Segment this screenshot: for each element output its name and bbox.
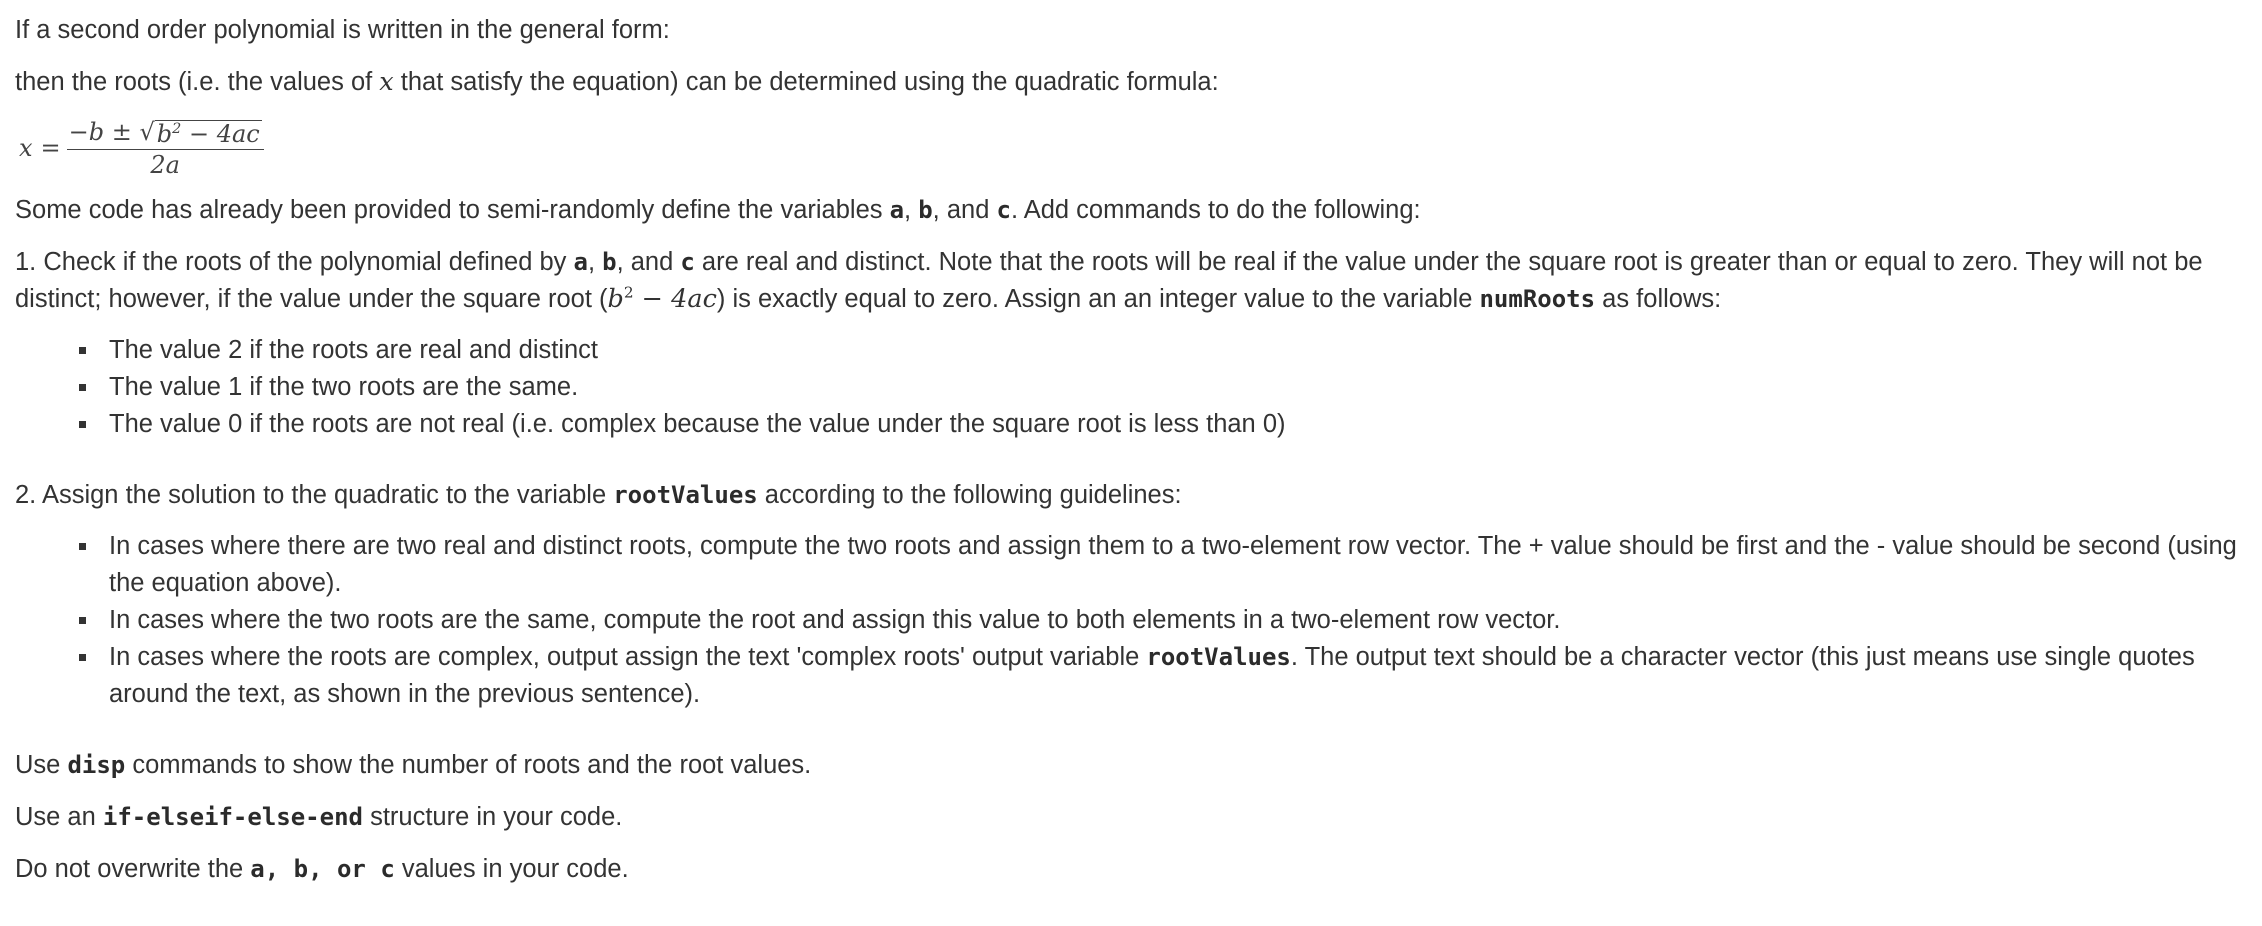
code-var-c: c [680,248,695,276]
if-text-b: structure in your code. [362,803,623,831]
setup-sep-2: , and [932,196,997,224]
step-1-text-c: ) is exactly equal to zero. Assign an an integer value to the variable [716,285,1480,313]
list-item: In cases where there are two real and distinct roots, compute the two roots and assign them to a two-element row vector. The + value should be first and the - value should be second (using the equation above). [109,528,2245,602]
step-2-paragraph [15,477,2245,514]
code-var-rootvalues: rootValues [1146,643,1291,671]
code-var-c: c [996,196,1011,224]
numroots-list [15,332,2245,443]
code-abc-vars: a, b, or c [250,855,395,883]
overwrite-text-a: Do not overwrite the [15,855,251,883]
disp-text-b: commands to show the number of roots and the root values. [125,751,812,779]
step-1-text-b: are real and distinct. Note that the roots will be real if the value under the square root is greater than or equal to zero. They will not be distinct; however, if the value under the square root ( [15,248,2203,313]
step-2-text-b: according to the following guidelines: [757,481,1182,509]
step-2-text-a: 2. Assign the solution to the quadratic to the variable [15,481,614,509]
formula-denominator: 2a [150,150,180,179]
item-3-text-a: In cases where the roots are complex, output assign the text 'complex roots' output variable [109,643,1147,671]
problem-statement [15,12,2245,903]
code-disp: disp [67,751,126,779]
overwrite-text-b: values in your code. [394,855,629,883]
code-var-a: a [573,248,588,276]
step-1-text-d: as follows: [1595,285,1722,313]
intro-text: If a second order polynomial is written in the general form: [15,16,670,44]
square-root [140,117,262,147]
radicand-exponent: 2 [172,120,182,137]
list-item: The value 2 if the roots are real and distinct [109,332,2245,369]
code-var-b: b [602,248,617,276]
if-text-a: Use an [15,803,103,831]
discriminant-rest: − 4ac [633,284,717,314]
step-1-text-a: 1. Check if the roots of the polynomial defined by [15,248,574,276]
sqrt-radicand [155,120,262,147]
disp-text-a: Use [15,751,68,779]
overwrite-instruction [15,851,2245,888]
discriminant-b: b [607,284,624,314]
intro-roots [15,64,2245,101]
quadratic-formula [19,116,2245,180]
list-item: The value 1 if the two roots are the same. [109,369,2245,406]
rootvalues-list [15,528,2245,713]
step-1-sep-1: , [587,248,603,276]
intro-roots-text-a: then the roots (i.e. the values of [15,68,380,96]
list-item: The value 0 if the roots are not real (i.e. complex because the value under the square root is less than 0) [109,406,2245,443]
if-instruction [15,799,2245,836]
list-item [109,639,2245,713]
code-var-b: b [918,196,933,224]
code-if-structure: if-elseif-else-end [102,803,363,831]
item-3-text-b: . The output text should be a character vector (this just means use single quotes around the text, as shown in the previous sentence). [109,643,2195,708]
code-var-a: a [889,196,905,224]
formula-lhs: x [19,133,33,162]
discriminant-exponent: 2 [623,283,634,302]
list-item: In cases where the two roots are the same, compute the root and assign this value to both elements in a two-element row vector. [109,602,2245,639]
setup-sep-1: , [904,196,919,224]
setup-paragraph [15,192,2245,229]
setup-text-b: . Add commands to do the following: [1010,196,1421,224]
code-var-rootvalues: rootValues [613,481,758,509]
step-1-sep-2: , and [616,248,681,276]
numerator-prefix: −b ± [68,117,140,146]
code-var-numroots: numRoots [1479,285,1596,313]
intro-general-form [15,12,2245,49]
step-1-paragraph [15,244,2245,318]
formula-numerator [67,117,264,150]
intro-roots-text-b: that satisfy the equation) can be determined using the quadratic formula: [393,68,1219,96]
sqrt-sign-icon: √ [139,117,155,146]
variable-x: x [379,67,394,97]
setup-text-a: Some code has already been provided to semi-randomly define the variables [15,196,890,224]
disp-instruction [15,747,2245,784]
formula-equals: = [40,133,61,162]
radicand-b: b [156,119,173,148]
formula-fraction [67,117,264,180]
radicand-rest: − 4ac [181,119,260,148]
